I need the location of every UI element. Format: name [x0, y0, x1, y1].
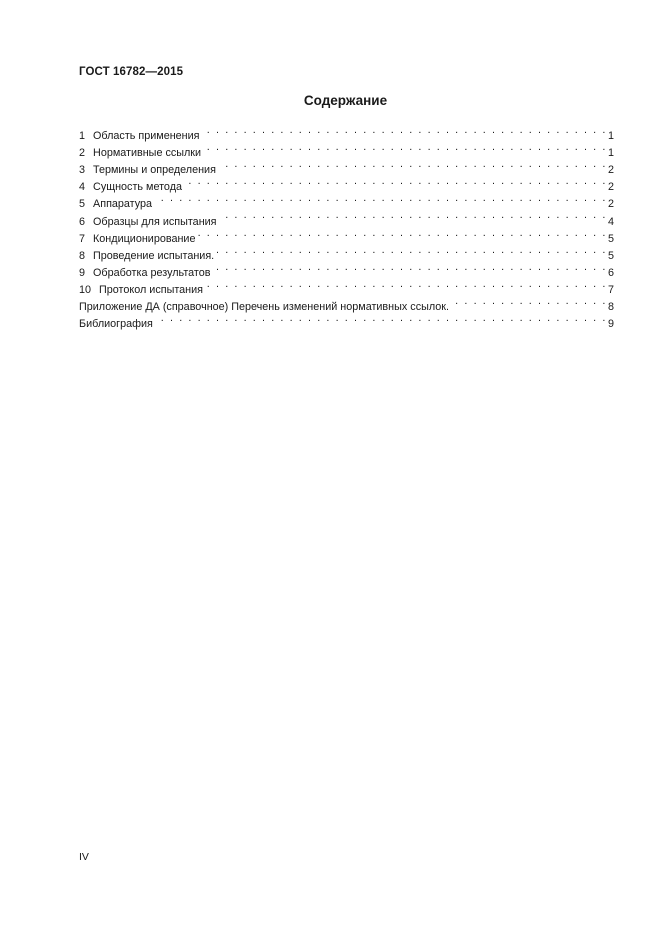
- toc-dot-leader: [219, 207, 607, 224]
- toc-entry-title: Обработка результатов: [93, 266, 211, 279]
- toc-entry-title: Образцы для испытания: [93, 215, 217, 228]
- toc-entry-page: 7: [607, 283, 614, 296]
- toc-entry-label: [79, 196, 154, 213]
- toc-entry-page: 2: [607, 181, 614, 194]
- toc-entry-title: Нормативные ссылки: [93, 147, 202, 160]
- toc-entry-title: Термины и определения: [93, 164, 216, 177]
- toc-dot-leader: [202, 122, 607, 139]
- toc-entry-label: [79, 248, 216, 265]
- toc-entry-page: 8: [607, 301, 614, 314]
- toc-entry-number: 5: [79, 198, 86, 211]
- toc-entry-bibliography[interactable]: [79, 310, 614, 331]
- toc-entry-label: [79, 231, 197, 248]
- toc-entry-label: [79, 128, 202, 145]
- toc-entry-label: [79, 316, 155, 333]
- toc-entry-page: 6: [607, 266, 614, 279]
- toc-entry-number: 10: [79, 283, 92, 296]
- toc-dot-leader: [154, 190, 607, 207]
- toc-dot-leader: [451, 293, 607, 310]
- toc-dot-leader: [203, 139, 607, 156]
- toc-entry[interactable]: [79, 122, 614, 143]
- toc-entry-title: Приложение ДА (справочное) Перечень изменений нормативных ссылок.: [79, 301, 449, 314]
- page-number: IV: [79, 851, 89, 863]
- toc-entry-page: 1: [607, 147, 614, 160]
- toc-dot-leader: [155, 310, 607, 327]
- toc-entry-number: 8: [79, 249, 86, 262]
- document-header-code: ГОСТ 16782—2015: [79, 66, 184, 78]
- toc-entry-page: 5: [607, 232, 614, 245]
- toc-dot-leader: [184, 173, 607, 190]
- toc-entry-page: 4: [607, 215, 614, 228]
- toc-dot-leader: [216, 242, 607, 259]
- toc-dot-leader: [197, 225, 607, 242]
- toc-title: Содержание: [303, 93, 388, 108]
- toc-entry-title: Библиография: [79, 318, 153, 331]
- toc-entry-title: Проведение испытания.: [93, 249, 215, 262]
- toc-dot-leader: [218, 156, 607, 173]
- toc-entry-number: 3: [79, 164, 86, 177]
- toc-entry-page: 5: [607, 249, 614, 262]
- toc-entry-page: 1: [607, 130, 614, 143]
- toc-entry-number: 6: [79, 215, 86, 228]
- table-of-contents: [79, 122, 614, 331]
- toc-entry-page: 9: [607, 318, 614, 331]
- toc-entry-number: 7: [79, 232, 86, 245]
- toc-entry-page: 2: [607, 164, 614, 177]
- toc-entry[interactable]: [79, 190, 614, 211]
- toc-entry-title: Кондиционирование: [93, 232, 196, 245]
- toc-entry-label: [79, 145, 203, 162]
- toc-entry-number: 9: [79, 266, 86, 279]
- toc-dot-leader: [212, 259, 607, 276]
- toc-entry-title: Аппаратура: [93, 198, 153, 211]
- toc-entry-title: Сущность метода: [93, 181, 182, 194]
- toc-entry-title: Область применения: [93, 130, 200, 143]
- toc-entry-page: 2: [607, 198, 614, 211]
- toc-entry-title: Протокол испытания: [99, 283, 203, 296]
- toc-entry[interactable]: [79, 207, 614, 228]
- toc-dot-leader: [205, 276, 607, 293]
- toc-entry-label: [79, 282, 205, 299]
- toc-entry-number: 1: [79, 130, 86, 143]
- toc-entry-number: 2: [79, 147, 86, 160]
- toc-entry-number: 4: [79, 181, 86, 194]
- toc-entry-label: [79, 265, 212, 282]
